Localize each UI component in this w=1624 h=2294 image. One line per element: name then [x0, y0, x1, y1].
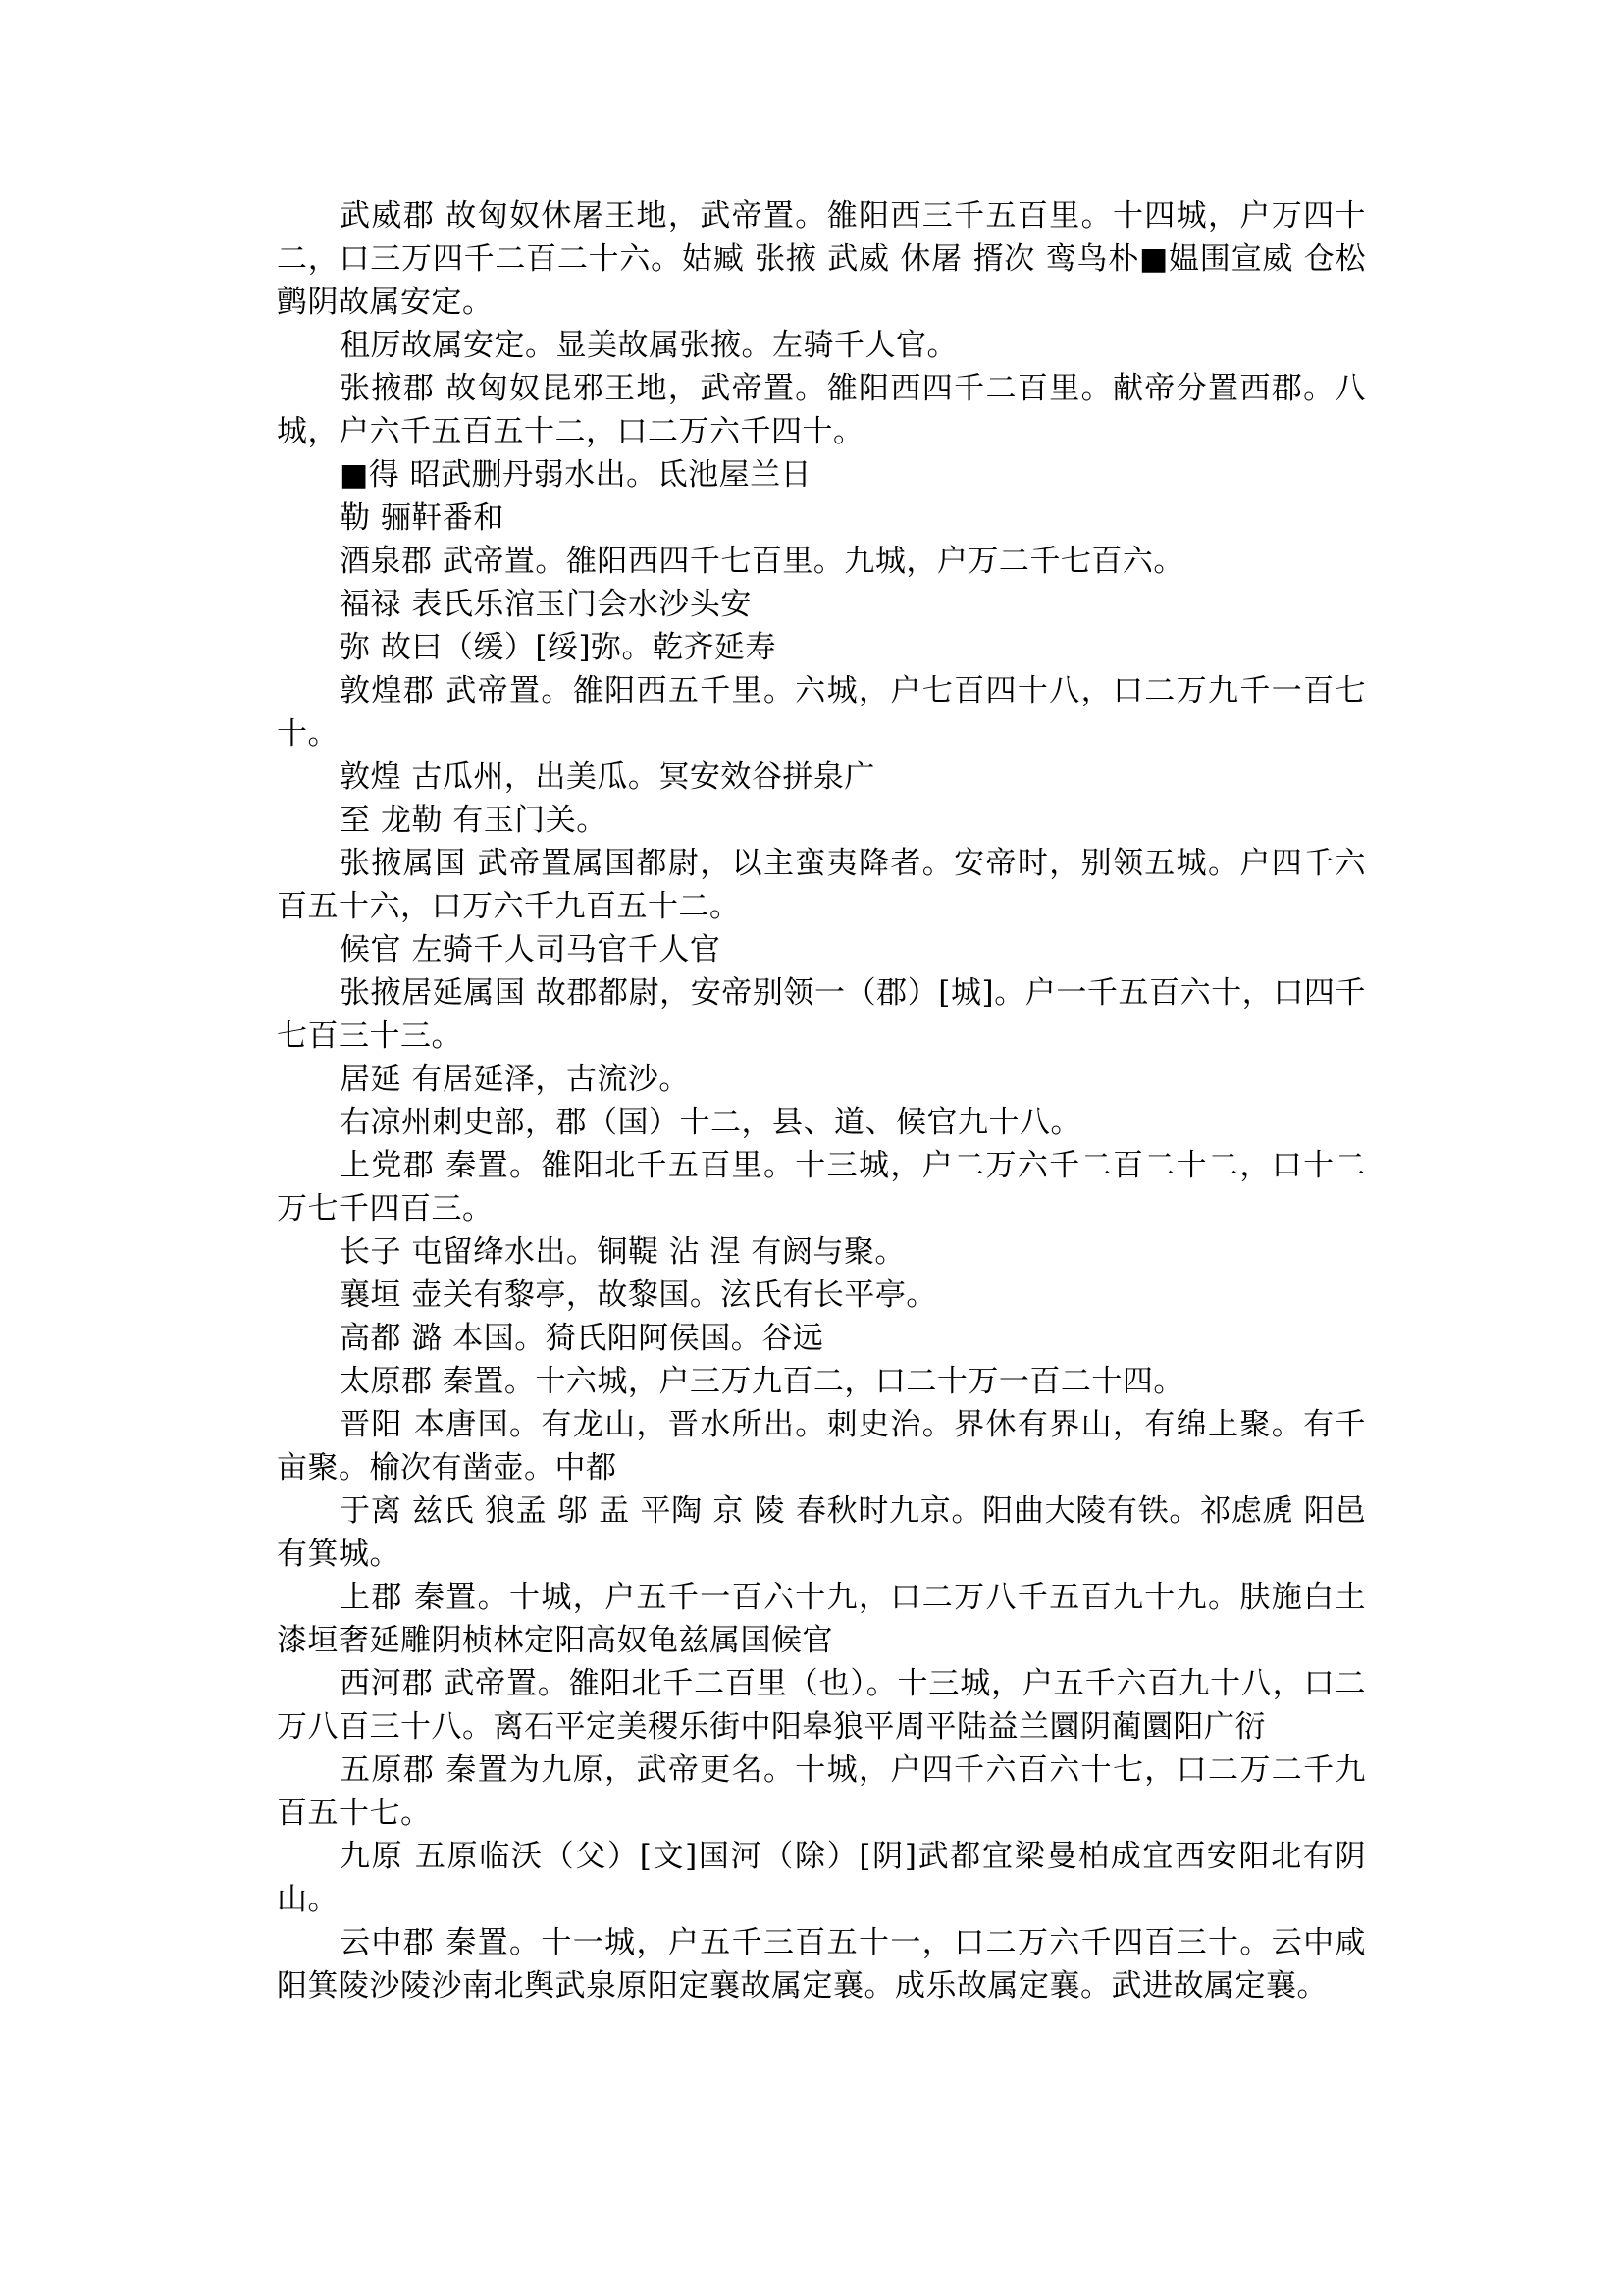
paragraph-yunzhong: 云中郡 秦置。十一城，户五千三百五十一，口二万六千四百三十。云中咸阳箕陵沙陵沙南北舆武泉原阳定襄故属定襄。成乐故属定襄。武进故属定襄。	[277, 1925, 1366, 2004]
paragraph-jiuyuan: 九原 五原临沃（父）[文]国河（除）[阴]武都宜梁曼柏成宜西安阳北有阴山。	[277, 1839, 1366, 1917]
paragraph-juyan-shuguo: 张掖居延属国 故郡都尉，安帝别领一（郡）[城]。户一千五百六十，口四千七百三十三。	[277, 975, 1366, 1054]
paragraph-houguan: 候官 左骑千人司马官千人官	[340, 932, 721, 967]
paragraph-fulu: 福禄 表氏乐涫玉门会水沙头安	[340, 587, 752, 622]
paragraph-mi: 弥 故曰（缓）[绥]弥。乾齐延寿	[340, 630, 777, 665]
paragraph-zhangye-shuguo: 张掖属国 武帝置属国都尉，以主蛮夷降者。安帝时，别领五城。户四千六百五十六，口万六千九百五十二。	[277, 846, 1366, 924]
paragraph-dunhuang: 敦煌 古瓜州，出美瓜。冥安效谷拼泉广	[340, 759, 875, 795]
paragraph-gaodu: 高都 潞 本国。猗氏阳阿侯国。谷远	[340, 1321, 824, 1356]
paragraph-le: 勒 骊靬番和	[340, 500, 504, 536]
paragraph-xihe: 西河郡 武帝置。雒阳北千二百里（也）。十三城，户五千六百九十八，口二万八百三十八。离石平定美稷乐街中阳皋狼平周平陆益兰圜阴蔺圜阳广衍	[277, 1666, 1366, 1745]
paragraph-zhaowu: ■得 昭武删丹弱水出。氐池屋兰日	[340, 457, 812, 493]
paragraph-zuli: 租厉故属安定。显美故属张掖。左骑千人官。	[340, 328, 958, 363]
paragraph-liangzhou-summary: 右凉州刺史部，郡（国）十二，县、道、候官九十八。	[340, 1105, 1081, 1140]
paragraph-yuli: 于离 兹氏 狼孟 邬 盂 平陶 京 陵 春秋时九京。阳曲大陵有铁。祁虑虒 阳邑 有箕城。	[277, 1493, 1366, 1572]
paragraph-zhangzi: 长子 屯留绛水出。铜鞮 沾 涅 有阏与聚。	[340, 1234, 906, 1270]
paragraph-shangjun: 上郡 秦置。十城，户五千一百六十九，口二万八千五百九十九。肤施白土漆垣奢延雕阴桢林定阳高奴龟兹属国候官	[277, 1580, 1366, 1658]
paragraph-xiangyuan: 襄垣 壶关有黎亭，故黎国。泫氏有长平亭。	[340, 1277, 937, 1313]
paragraph-dunhuang-jun: 敦煌郡 武帝置。雒阳西五千里。六城，户七百四十八，口二万九千一百七十。	[277, 673, 1366, 752]
paragraph-zhi: 至 龙勒 有玉门关。	[340, 803, 607, 838]
paragraph-wuwei: 武威郡 故匈奴休屠王地，武帝置。雒阳西三千五百里。十四城，户万四十二，口三万四千二百二十六。姑臧 张掖 武威 休屠 揟次 鸾鸟朴■媪围宣威 仓松 鹯阴故属安定。	[277, 198, 1366, 320]
paragraph-jinyang: 晋阳 本唐国。有龙山，晋水所出。刺史治。界休有界山，有绵上聚。有千亩聚。榆次有凿壶。中都	[277, 1407, 1366, 1486]
paragraph-wuyuan: 五原郡 秦置为九原，武帝更名。十城，户四千六百六十七，口二万二千九百五十七。	[277, 1752, 1366, 1831]
paragraph-taiyuan: 太原郡 秦置。十六城，户三万九百二，口二十万一百二十四。	[340, 1364, 1184, 1399]
paragraph-shangdang: 上党郡 秦置。雒阳北千五百里。十三城，户二万六千二百二十二，口十二万七千四百三。	[277, 1148, 1366, 1226]
paragraph-jiuquan: 酒泉郡 武帝置。雒阳西四千七百里。九城，户万二千七百六。	[340, 544, 1184, 579]
paragraph-zhangye: 张掖郡 故匈奴昆邪王地，武帝置。雒阳西四千二百里。献帝分置西郡。八城，户六千五百五十二，口二万六千四十。	[277, 371, 1366, 449]
document-page	[277, 194, 1366, 2007]
paragraph-juyan: 居延 有居延泽，古流沙。	[340, 1062, 690, 1097]
